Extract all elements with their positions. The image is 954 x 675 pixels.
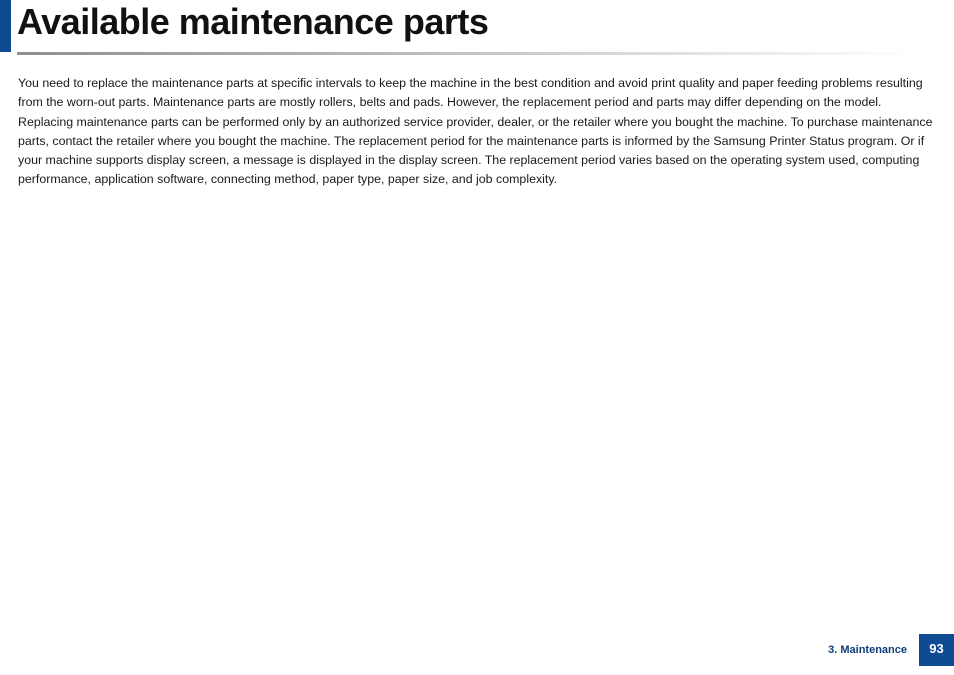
title-accent-bar bbox=[0, 0, 11, 52]
page-number-badge: 93 bbox=[919, 634, 954, 666]
body-paragraph: You need to replace the maintenance parts at specific intervals to keep the machine in the best condition and avoid print quality and paper feeding problems resulting from the worn-out parts. Maintenance parts are mostly rollers, belts and pads. However, the replacement period and parts may differ depending on the model. Replacing maintenance parts can be performed only by an authorized service provider, dealer, or the retailer where you bought the machine. To purchase maintenance parts, contact the retailer where you bought the machine. The replacement period for the maintenance parts is informed by the Samsung Printer Status program. Or if your machine supports display screen, a message is displayed in the display screen. The replacement period varies based on the operating system used, computing performance, application software, connecting method, paper type, paper size, and job complexity. bbox=[18, 76, 933, 187]
page-title: Available maintenance parts bbox=[17, 1, 489, 42]
title-underline bbox=[17, 52, 917, 55]
footer-section-label: 3. Maintenance bbox=[828, 644, 907, 656]
